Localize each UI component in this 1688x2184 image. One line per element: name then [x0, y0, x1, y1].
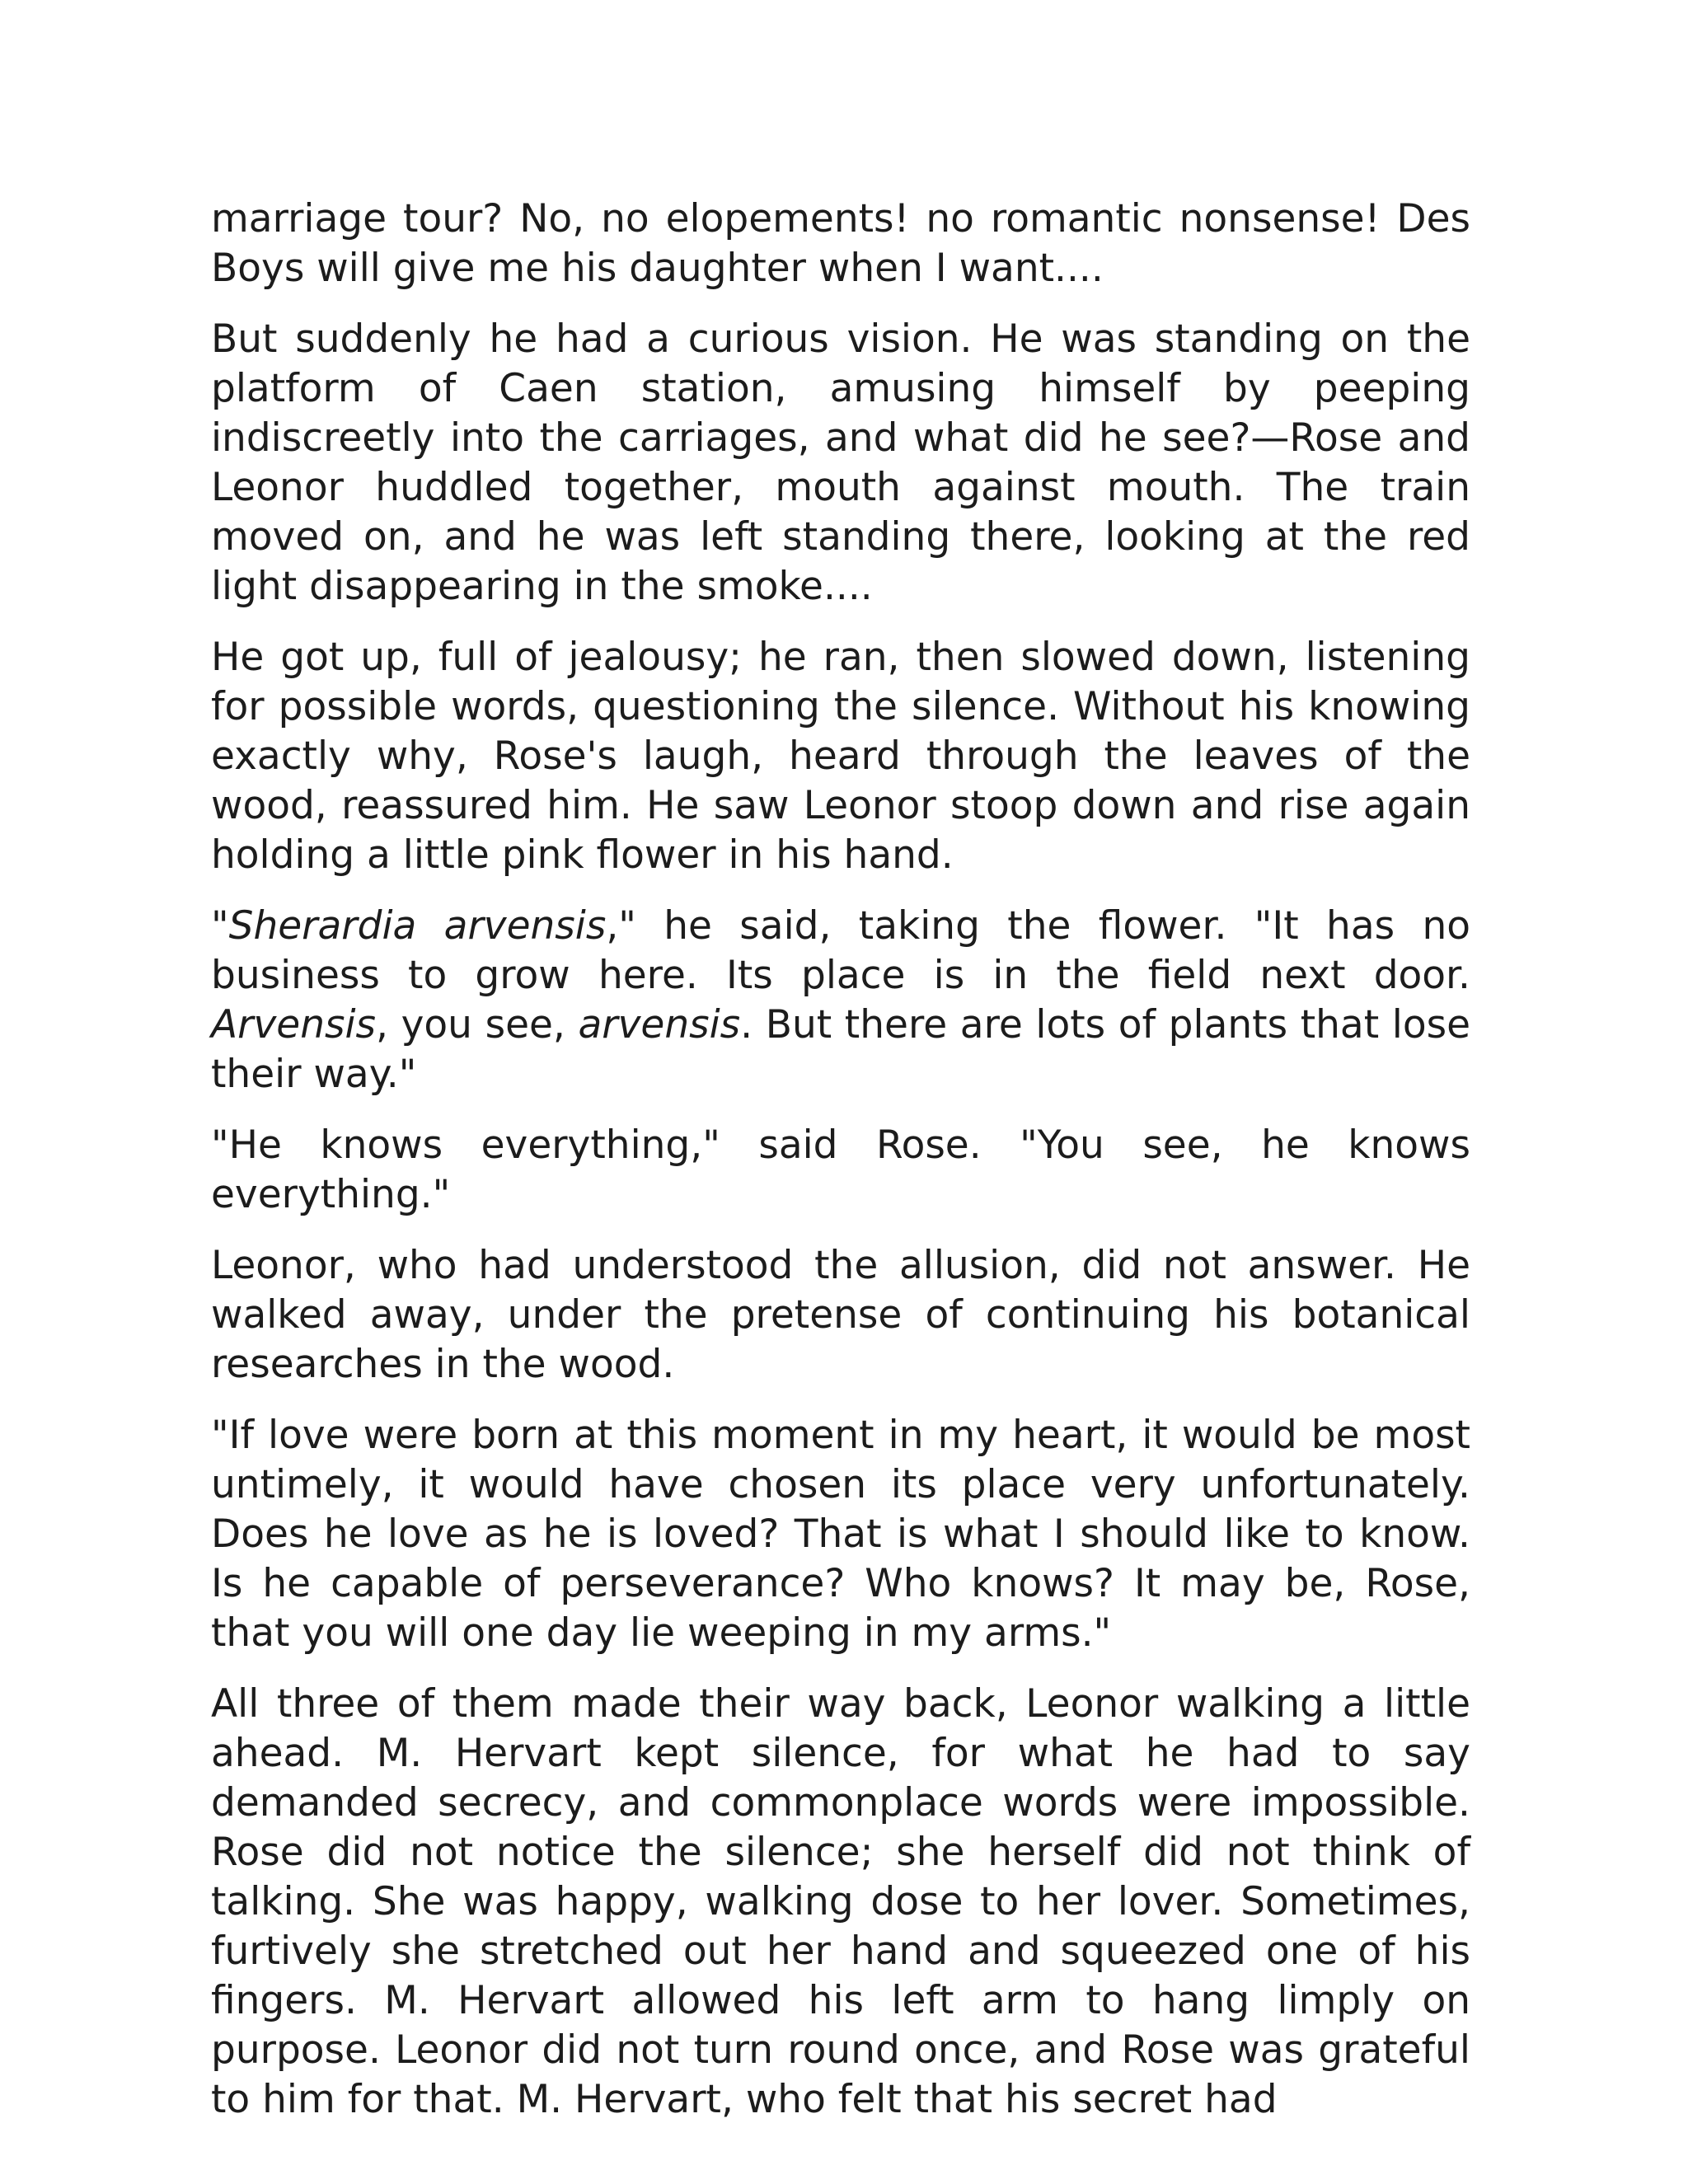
- paragraph-5: "He knows everything," said Rose. "You see, he knows everything.": [211, 1122, 1470, 1217]
- paragraph-4-end: . But there are lots of plants that lose their way.": [211, 1002, 1470, 1097]
- paragraph-4: [211, 902, 1470, 1099]
- page-body: [211, 194, 1470, 2146]
- paragraph-6: Leonor, who had understood the allusion, did not answer. He walked away, under the pretense of continuing his botanical researches in the wood.: [211, 1243, 1470, 1387]
- paragraph-7: "If love were born at this moment in my heart, it would be most untimely, it would have chosen its place very unfortunately. Does he love as he is loved? That is what I should like to know. Is he capable of perseverance? Who knows? It may be, Rose, that you will one day lie weeping in my arms.": [211, 1413, 1470, 1656]
- paragraph-4-mid: , you see,: [376, 1002, 579, 1047]
- paragraph-2: But suddenly he had a curious vision. He was standing on the platform of Caen station, amusing himself by peeping indiscreetly into the carriages, and what did he see?—Rose and Leonor huddled together, mouth against mouth. The train moved on, and he was left standing there, looking at the red light disappearing in the smoke....: [211, 316, 1470, 609]
- species-name: Sherardia arvensis: [228, 903, 607, 949]
- paragraph-3: He got up, full of jealousy; he ran, then slowed down, listening for possible words, questioning the silence. Without his knowing exactly why, Rose's laugh, heard through the leaves of the wood, reassured him. He saw Leonor stoop down and rise again holding a little pink flower in his hand.: [211, 635, 1470, 878]
- paragraph-4-text: ," he said, taking the flower. "It has no business to grow here. Its place is in the field next door.: [211, 903, 1471, 998]
- arvensis-term-2: arvensis: [578, 1002, 741, 1047]
- paragraph-8: All three of them made their way back, Leonor walking a little ahead. M. Hervart kept silence, for what he had to say demanded secrecy, and commonplace words were impossible. Rose did not notice the silence; she herself did not think of talking. She was happy, walking dose to her lover. Sometimes, furtively she stretched out her hand and squeezed one of his fingers. M. Hervart allowed his left arm to hang limply on purpose. Leonor did not turn round once, and Rose was grateful to him for that. M. Hervart, who felt that his secret had: [211, 1681, 1470, 2122]
- paragraph-4-open-quote: ": [211, 903, 229, 949]
- paragraph-1: marriage tour? No, no elopements! no romantic nonsense! Des Boys will give me his daughter when I want....: [211, 196, 1470, 291]
- arvensis-term-1: Arvensis: [211, 1002, 377, 1047]
